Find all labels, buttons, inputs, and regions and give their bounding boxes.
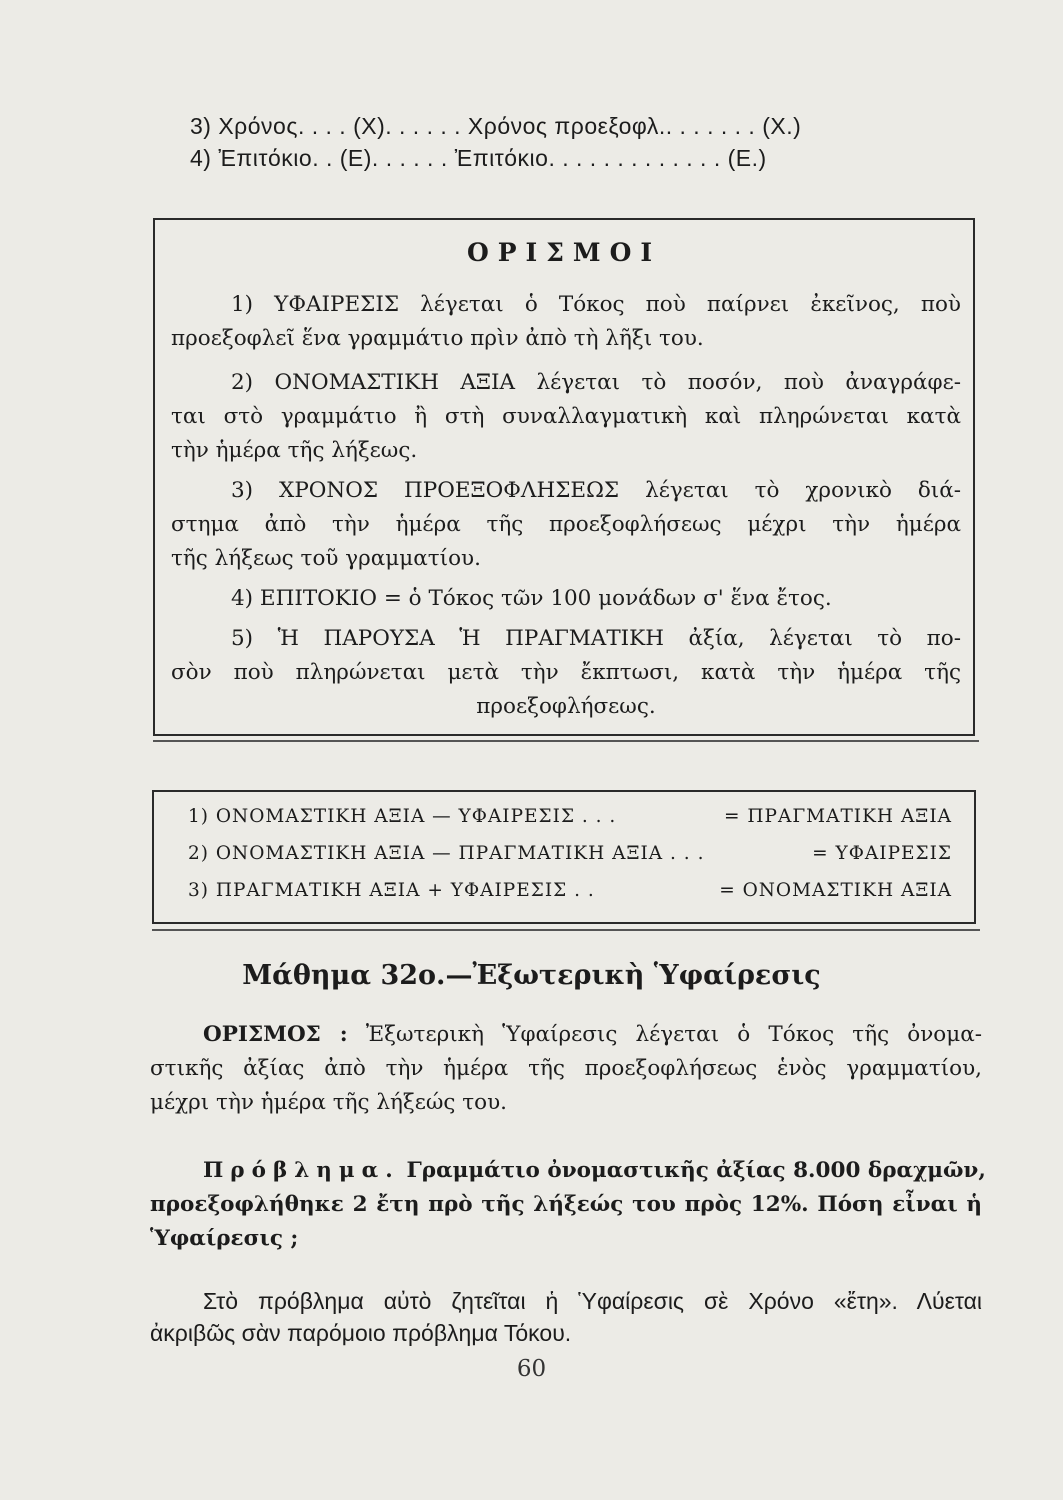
relation-left: 1) ΟΝΟΜΑΣΤΙΚΗ ΑΞΙΑ — ΥΦΑΙΡΕΣΙΣ . . . bbox=[188, 806, 617, 827]
definition-label: ΟΡΙΣΜΟΣ : bbox=[203, 1022, 348, 1047]
relation-line bbox=[188, 806, 952, 827]
definition-line: στημα ἀπὸ τὴν ἡμέρα τῆς προεξοφλήσεως μέχρι τὴν ἡμέρα bbox=[171, 512, 961, 537]
top-list-item-4 bbox=[190, 145, 767, 172]
leader-dots: . . . . . . bbox=[385, 113, 462, 139]
relation-line bbox=[188, 880, 952, 901]
list-term-2: Ἐπιτόκιο bbox=[454, 145, 549, 171]
definition-line: προεξοφλήσεως. bbox=[476, 694, 656, 719]
leader-dots: . . . . bbox=[297, 113, 347, 139]
relation-line bbox=[188, 843, 952, 864]
list-symbol-2: (Χ.) bbox=[762, 113, 802, 139]
problem-paragraph-line: Ὑφαίρεσις ; bbox=[150, 1226, 299, 1251]
definition-text: Ἐξωτερικὴ Ὑφαίρεσις λέγεται ὁ Τόκος τῆς ὀνομα- bbox=[365, 1022, 983, 1047]
leader-dots: . . . . . . . bbox=[665, 113, 756, 139]
definition-line: 1) ΥΦΑΙΡΕΣΙΣ λέγεται ὁ Τόκος ποὺ παίρνει ἐκεῖνος, ποὺ bbox=[231, 292, 961, 317]
relation-right: = ΟΝΟΜΑΣΤΙΚΗ ΑΞΙΑ bbox=[719, 880, 952, 901]
definition-line: σὸν ποὺ πληρώνεται μετὰ τὴν ἔκπτωσι, κατὰ τὴν ἡμέρα τῆς bbox=[171, 660, 961, 685]
definition-line: ται στὸ γραμμάτιο ἢ στὴ συναλλαγματικὴ καὶ πληρώνεται κατὰ bbox=[171, 404, 961, 429]
definition-line: τὴν ἡμέρα τῆς λήξεως. bbox=[171, 438, 418, 463]
problem-paragraph-line: προεξοφλήθηκε 2 ἔτη πρὸ τῆς λήξεώς του πρὸς 12%. Πόση εἶναι ἡ bbox=[150, 1192, 982, 1217]
definition-line: 2) ΟΝΟΜΑΣΤΙΚΗ ΑΞΙΑ λέγεται τὸ ποσόν, ποὺ ἀναγράφε- bbox=[231, 370, 961, 395]
note-paragraph-line: ἀκριβῶς σὰν παρόμοιο πρόβλημα Τόκου. bbox=[150, 1320, 572, 1346]
relation-left: 2) ΟΝΟΜΑΣΤΙΚΗ ΑΞΙΑ — ΠΡΑΓΜΑΤΙΚΗ ΑΞΙΑ . . . bbox=[188, 843, 705, 864]
leader-dots: . . . . . . bbox=[371, 145, 448, 171]
definitions-title: ΟΡΙΣΜΟΙ bbox=[466, 238, 662, 267]
relation-right: = ΥΦΑΙΡΕΣΙΣ bbox=[812, 843, 952, 864]
relation-left: 3) ΠΡΑΓΜΑΤΙΚΗ ΑΞΙΑ + ΥΦΑΙΡΕΣΙΣ . . bbox=[188, 880, 595, 901]
list-term: Χρόνος bbox=[218, 113, 298, 139]
lesson-title: Μάθημα 32ο.—Ἐξωτερικὴ Ὑφαίρεσις bbox=[242, 960, 821, 991]
list-term: Ἐπιτόκιο bbox=[218, 145, 313, 171]
list-symbol: (Ε) bbox=[339, 145, 372, 171]
divider bbox=[153, 740, 979, 742]
problem-label: Πρόβλημα. bbox=[203, 1158, 400, 1183]
divider bbox=[152, 929, 980, 931]
list-term-2: Χρόνος προεξοφλ. bbox=[467, 113, 666, 139]
list-num: 3) bbox=[190, 113, 212, 139]
problem-paragraph-line bbox=[203, 1158, 986, 1183]
relations-box bbox=[152, 790, 976, 924]
problem-text: Γραμμάτιο ὀνομαστικῆς ἀξίας 8.000 δραχμῶν, bbox=[406, 1158, 986, 1183]
definition-paragraph-line: μέχρι τὴν ἡμέρα τῆς λήξεώς του. bbox=[150, 1090, 507, 1115]
leader-dots: . . bbox=[312, 145, 333, 171]
definition-paragraph-line bbox=[203, 1022, 982, 1047]
definition-paragraph-line: στικῆς ἀξίας ἀπὸ τὴν ἡμέρα τῆς προεξοφλήσεως ἑνὸς γραμματίου, bbox=[150, 1056, 982, 1081]
leader-dots: . . . . . . . . . . . . . bbox=[548, 145, 721, 171]
list-symbol: (Χ) bbox=[353, 113, 386, 139]
definition-line: τῆς λήξεως τοῦ γραμματίου. bbox=[171, 546, 481, 571]
definition-line: 5) Ἡ ΠΑΡΟΥΣΑ Ἡ ΠΡΑΓΜΑΤΙΚΗ ἀξία, λέγεται τὸ πο- bbox=[231, 626, 961, 651]
relation-right: = ΠΡΑΓΜΑΤΙΚΗ ΑΞΙΑ bbox=[724, 806, 952, 827]
definition-line: 4) ΕΠΙΤΟΚΙΟ = ὁ Τόκος τῶν 100 μονάδων σ' ἕνα ἔτος. bbox=[231, 586, 832, 611]
definition-line: προεξοφλεῖ ἕνα γραμμάτιο πρὶν ἀπὸ τὴ λῆξι του. bbox=[171, 326, 704, 351]
top-list-item-3 bbox=[190, 113, 801, 140]
definitions-box bbox=[153, 218, 975, 736]
note-paragraph-line: Στὸ πρόβλημα αὐτὸ ζητεῖται ἡ Ὑφαίρεσις σὲ Χρόνο «ἔτη». Λύεται bbox=[203, 1288, 982, 1314]
list-num: 4) bbox=[190, 145, 212, 171]
list-symbol-2: (Ε.) bbox=[727, 145, 767, 171]
definition-line: 3) ΧΡΟΝΟΣ ΠΡΟΕΞΟΦΛΗΣΕΩΣ λέγεται τὸ χρονικὸ διά- bbox=[231, 478, 961, 503]
page-number: 60 bbox=[516, 1356, 547, 1382]
